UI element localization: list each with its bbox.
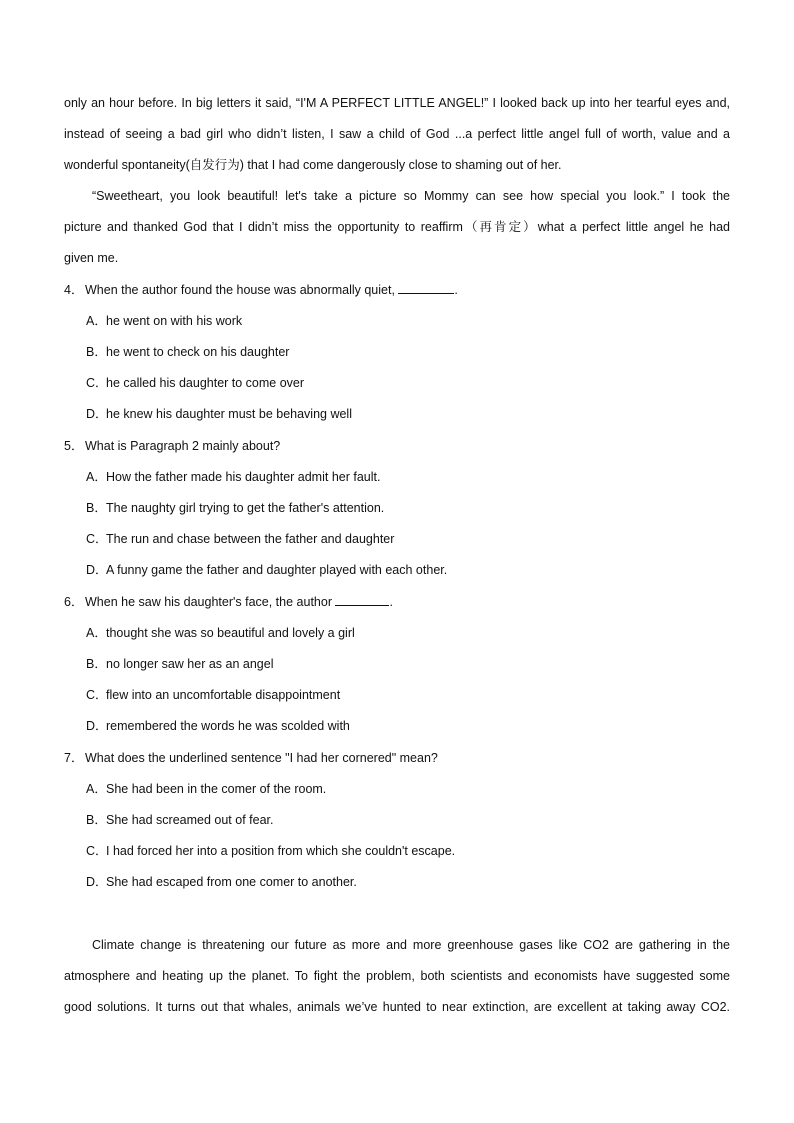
question-6-option-c	[86, 687, 340, 703]
passage1-line-1: only an hour before. In big letters it said, “I'M A PERFECT LITTLE ANGEL!” I looked back up into her tearful eyes and,	[64, 96, 730, 110]
question-text-end: .	[454, 283, 458, 297]
option-letter: D．	[86, 407, 108, 421]
question-5-option-b	[86, 500, 384, 516]
question-text: What is Paragraph 2 mainly about?	[85, 439, 281, 453]
option-letter: D．	[86, 719, 108, 733]
option-letter: B．	[86, 501, 107, 515]
option-letter: A．	[86, 314, 107, 328]
question-text: When he saw his daughter's face, the author	[85, 595, 336, 609]
passage1-line-4: “Sweetheart, you look beautiful! let's take a picture so Mommy can see how special you look.” I took the	[92, 189, 730, 203]
option-text: thought she was so beautiful and lovely a girl	[106, 626, 355, 640]
option-text: he went on with his work	[106, 314, 243, 328]
passage2-line-1: Climate change is threatening our future as more and more greenhouse gases like CO2 are gathering in the	[92, 938, 730, 952]
answer-blank	[335, 594, 389, 606]
passage1-line-2: instead of seeing a bad girl who didn’t listen, I saw a child of God ...a perfect little angel full of worth, value and a	[64, 127, 730, 141]
question-6-option-d	[86, 718, 350, 734]
question-text: When the author found the house was abnormally quiet,	[85, 283, 399, 297]
question-5-option-c	[86, 531, 394, 547]
option-text: no longer saw her as an angel	[106, 657, 274, 671]
question-7-option-c	[86, 843, 455, 859]
question-5-option-a	[86, 469, 380, 485]
option-text: remembered the words he was scolded with	[106, 719, 350, 733]
option-letter: B．	[86, 345, 107, 359]
option-letter: A．	[86, 626, 107, 640]
option-text: he knew his daughter must be behaving well	[106, 407, 352, 421]
question-7-option-b	[86, 812, 273, 828]
passage1-line-6: given me.	[64, 251, 119, 265]
question-number: 6．	[64, 595, 84, 609]
passage1-line-5: picture and thanked God that I didn’t miss the opportunity to reaffirm（再肯定）what a perfect little angel he had	[64, 220, 730, 234]
question-text-end: .	[389, 595, 393, 609]
answer-blank	[398, 282, 454, 294]
option-text: The run and chase between the father and daughter	[106, 532, 395, 546]
option-text: She had been in the comer of the room.	[106, 782, 327, 796]
option-letter: C．	[86, 688, 108, 702]
option-text: The naughty girl trying to get the father's attention.	[106, 501, 385, 515]
option-letter: D．	[86, 875, 108, 889]
option-text: She had screamed out of fear.	[106, 813, 274, 827]
option-letter: C．	[86, 844, 108, 858]
question-number: 4．	[64, 283, 84, 297]
option-letter: C．	[86, 532, 108, 546]
question-7-option-d	[86, 874, 357, 890]
option-letter: A．	[86, 470, 107, 484]
question-6-option-a	[86, 625, 355, 641]
option-text: She had escaped from one comer to another.	[106, 875, 357, 889]
question-6-stem	[64, 594, 393, 610]
option-letter: B．	[86, 657, 107, 671]
option-letter: C．	[86, 376, 108, 390]
option-text: How the father made his daughter admit her fault.	[106, 470, 381, 484]
question-5-option-d	[86, 562, 447, 578]
option-letter: D．	[86, 563, 108, 577]
question-4-stem	[64, 282, 458, 298]
question-4-option-a	[86, 313, 242, 329]
passage2-line-3: good solutions. It turns out that whales, animals we’ve hunted to near extinction, are excellent at taking away CO2.	[64, 1000, 730, 1014]
option-text: I had forced her into a position from which she couldn't escape.	[106, 844, 456, 858]
question-4-option-d	[86, 406, 352, 422]
question-4-option-c	[86, 375, 304, 391]
question-4-option-b	[86, 344, 289, 360]
question-number: 7．	[64, 751, 84, 765]
question-5-stem	[64, 438, 280, 454]
option-letter: B．	[86, 813, 107, 827]
question-7-option-a	[86, 781, 326, 797]
option-text: flew into an uncomfortable disappointment	[106, 688, 341, 702]
passage2-line-2: atmosphere and heating up the planet. To fight the problem, both scientists and economists have suggested some	[64, 969, 730, 983]
option-text: he called his daughter to come over	[106, 376, 305, 390]
option-text: A funny game the father and daughter played with each other.	[106, 563, 448, 577]
question-number: 5．	[64, 439, 84, 453]
question-7-stem	[64, 750, 438, 766]
question-text: What does the underlined sentence "I had her cornered" mean?	[85, 751, 438, 765]
option-text: he went to check on his daughter	[106, 345, 290, 359]
question-6-option-b	[86, 656, 273, 672]
option-letter: A．	[86, 782, 107, 796]
passage1-line-3: wonderful spontaneity(自发行为) that I had come dangerously close to shaming out of her.	[64, 158, 562, 172]
